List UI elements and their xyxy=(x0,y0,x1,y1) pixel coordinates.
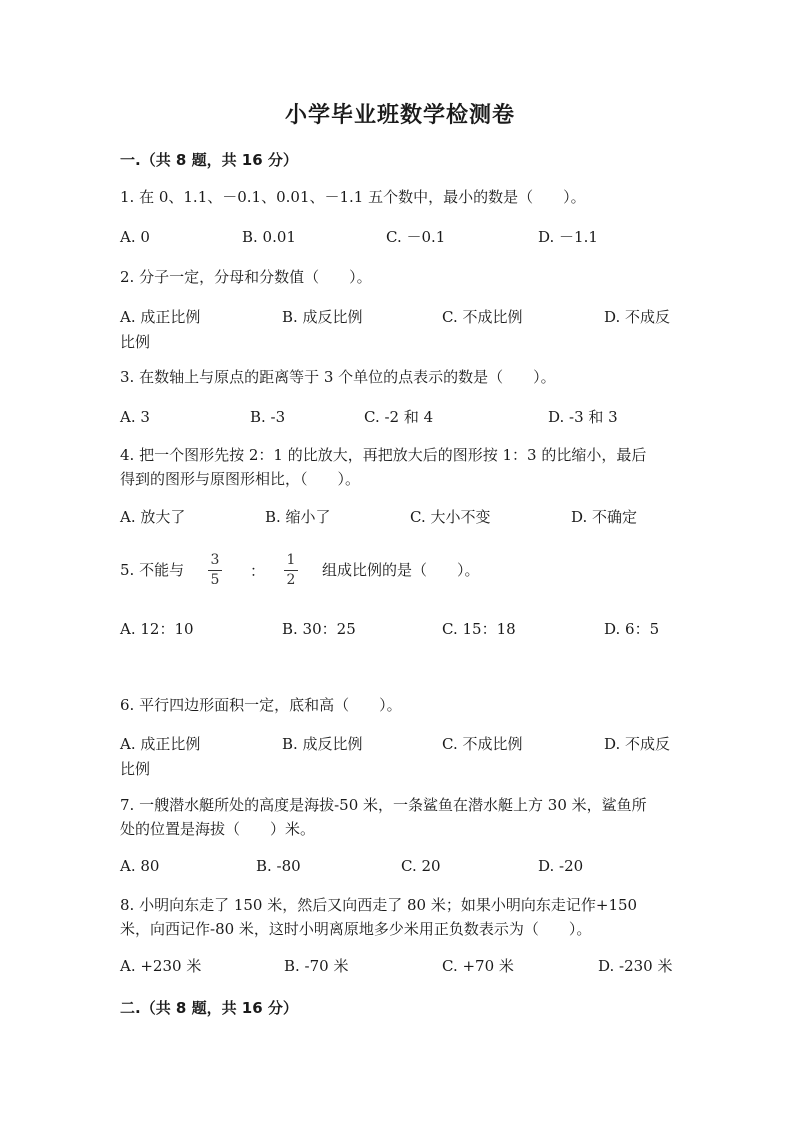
section-heading-1: 一.（共 8 题，共 16 分） xyxy=(120,151,298,169)
q3-option-c: C. -2 和 4 xyxy=(364,408,434,426)
page-title: 小学毕业班数学检测卷 xyxy=(284,102,515,128)
question-7-line-1: 7. 一艘潜水艇所处的高度是海拔-50 米，一条鲨鱼在潜水艇上方 30 米，鲨鱼所 xyxy=(120,796,647,814)
q4-option-c: C. 大小不变 xyxy=(410,508,491,526)
question-6-options xyxy=(120,732,680,757)
fraction-1-2-numerator: 1 xyxy=(286,552,296,568)
q3-option-b: B. -3 xyxy=(250,408,286,426)
q3-option-a: A. 3 xyxy=(120,408,150,426)
q2-option-a: A. 成正比例 xyxy=(120,308,201,326)
fraction-bar xyxy=(284,570,298,571)
question-7-options xyxy=(120,854,680,879)
fraction-3-5-denominator: 5 xyxy=(210,572,220,588)
question-8-line-2: 米，向西记作-80 米，这时小明离原地多少米用正负数表示为（ ）。 xyxy=(120,920,592,938)
q1-option-c: C. －0.1 xyxy=(386,228,446,246)
q2-option-d: D. 不成反 xyxy=(604,308,671,326)
q6-option-b: B. 成反比例 xyxy=(282,735,363,753)
q6-option-c: C. 不成比例 xyxy=(442,735,523,753)
q1-option-b: B. 0.01 xyxy=(242,228,296,246)
question-3: 3. 在数轴上与原点的距离等于 3 个单位的点表示的数是（ ）。 xyxy=(120,368,556,386)
fraction-3-5 xyxy=(208,552,222,589)
q5-option-c: C. 15：18 xyxy=(442,620,516,638)
q5-option-d: D. 6：5 xyxy=(604,620,660,638)
q2-option-b: B. 成反比例 xyxy=(282,308,363,326)
q6-option-d: D. 不成反 xyxy=(604,735,671,753)
question-4-line-2: 得到的图形与原图形相比，（ ）。 xyxy=(120,470,361,488)
question-1: 1. 在 0、1.1、－0.1、0.01、－1.1 五个数中，最小的数是（ ）。 xyxy=(120,188,586,206)
q7-option-c: C. 20 xyxy=(401,857,441,875)
fraction-1-2 xyxy=(284,552,298,589)
q4-option-b: B. 缩小了 xyxy=(265,508,331,526)
q4-option-a: A. 放大了 xyxy=(120,508,186,526)
q6-option-d-wrap: 比例 xyxy=(120,760,151,778)
q1-option-d: D. －1.1 xyxy=(538,228,598,246)
question-6: 6. 平行四边形面积一定，底和高（ ）。 xyxy=(120,696,402,714)
question-8-line-1: 8. 小明向东走了 150 米，然后又向西走了 80 米；如果小明向东走记作+150 xyxy=(120,896,638,914)
fraction-1-2-denominator: 2 xyxy=(286,572,296,588)
q2-option-d-wrap: 比例 xyxy=(120,333,151,351)
q8-option-a: A. +230 米 xyxy=(120,957,202,975)
section-heading-2: 二.（共 8 题，共 16 分） xyxy=(120,999,298,1017)
question-5-prefix: 5. 不能与 xyxy=(120,561,185,579)
q7-option-a: A. 80 xyxy=(120,857,160,875)
q7-option-d: D. -20 xyxy=(538,857,584,875)
q7-option-b: B. -80 xyxy=(256,857,301,875)
q5-option-b: B. 30：25 xyxy=(282,620,356,638)
q8-option-b: B. -70 米 xyxy=(284,957,349,975)
question-4-options xyxy=(120,505,680,530)
question-4-line-1: 4. 把一个图形先按 2：1 的比放大，再把放大后的图形按 1：3 的比缩小，最后 xyxy=(120,446,647,464)
question-5-suffix: 组成比例的是（ ）。 xyxy=(322,561,480,579)
question-2-options xyxy=(120,305,680,330)
question-3-options xyxy=(120,405,680,430)
q3-option-d: D. -3 和 3 xyxy=(548,408,618,426)
q1-option-a: A. 0 xyxy=(120,228,150,246)
q5-option-a: A. 12：10 xyxy=(120,620,194,638)
ratio-colon: ： xyxy=(250,562,266,580)
fraction-bar xyxy=(208,570,222,571)
question-7-line-2: 处的位置是海拔（ ）米。 xyxy=(120,820,316,838)
question-8-options xyxy=(120,954,680,979)
question-2: 2. 分子一定，分母和分数值（ ）。 xyxy=(120,268,372,286)
q4-option-d: D. 不确定 xyxy=(571,508,638,526)
question-5-options xyxy=(120,617,680,642)
q8-option-d: D. -230 米 xyxy=(598,957,673,975)
fraction-3-5-numerator: 3 xyxy=(210,552,220,568)
q2-option-c: C. 不成比例 xyxy=(442,308,523,326)
q6-option-a: A. 成正比例 xyxy=(120,735,201,753)
q8-option-c: C. +70 米 xyxy=(442,957,514,975)
question-1-options xyxy=(120,225,680,250)
